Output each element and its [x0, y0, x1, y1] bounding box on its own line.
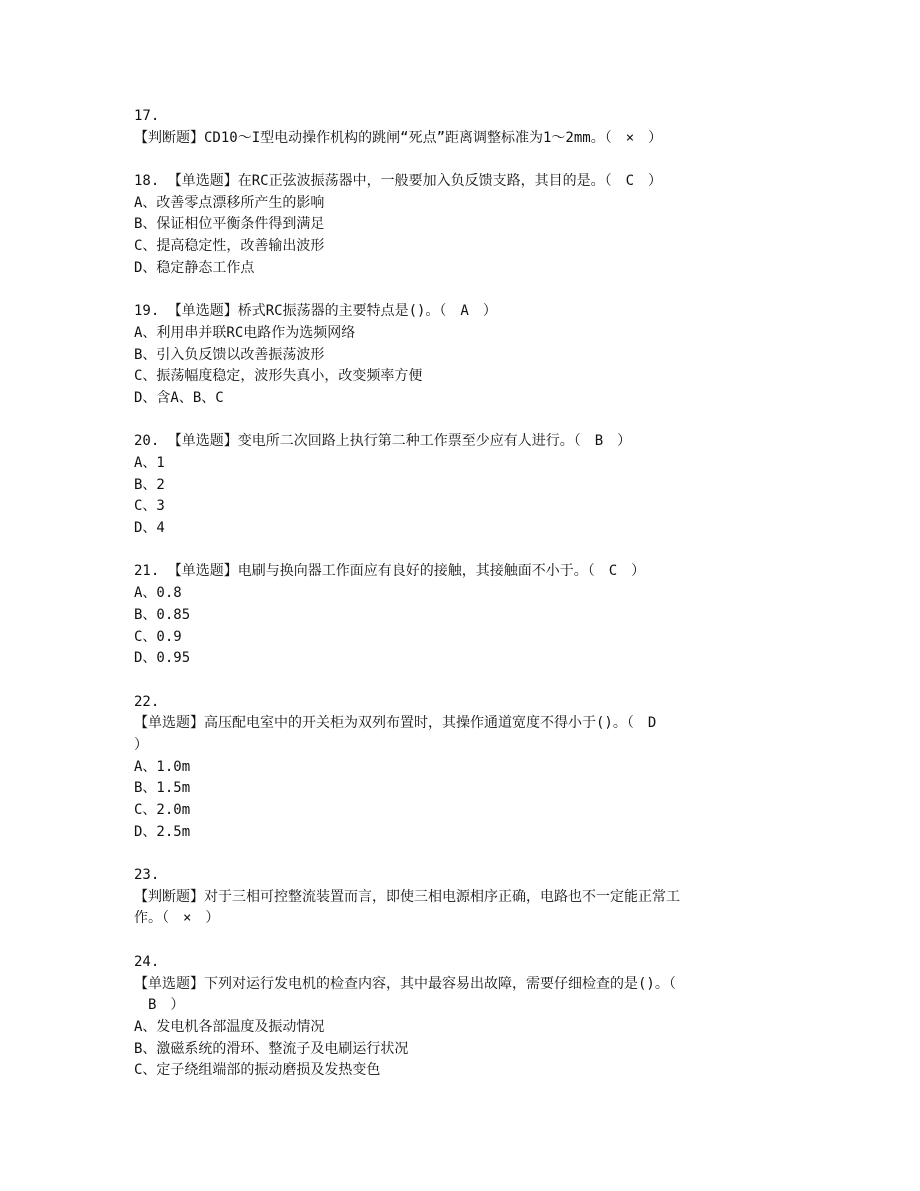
- option-b: B、2: [134, 476, 165, 493]
- question-text: 【单选题】高压配电室中的开关柜为双列布置时，其操作通道宽度不得小于()。（ D: [134, 715, 657, 732]
- question-number: 22.: [134, 693, 160, 710]
- question-text-continued: B ）: [134, 997, 185, 1014]
- option-a: A、利用串并联RC电路作为选频网络: [134, 324, 356, 341]
- question-19: [134, 301, 794, 409]
- question-20: [134, 431, 794, 539]
- question-text: 20. 【单选题】变电所二次回路上执行第二种工作票至少应有人进行。（ B ）: [134, 433, 632, 450]
- question-number: 23.: [134, 867, 160, 884]
- question-text: 19. 【单选题】桥式RC振荡器的主要特点是()。（ A ）: [134, 303, 497, 320]
- option-d: D、2.5m: [134, 823, 191, 840]
- option-b: B、引入负反馈以改善振荡波形: [134, 346, 325, 363]
- option-c: C、定子绕组端部的振动磨损及发热变色: [134, 1062, 381, 1079]
- option-b: B、0.85: [134, 606, 191, 623]
- option-a: A、发电机各部温度及振动情况: [134, 1018, 325, 1035]
- option-d: D、0.95: [134, 650, 191, 667]
- question-22: [134, 692, 794, 844]
- question-24: [134, 952, 794, 1082]
- option-c: C、0.9: [134, 628, 182, 645]
- question-text-continued: ）: [134, 736, 148, 753]
- question-text: 21. 【单选题】电刷与换向器工作面应有良好的接触，其接触面不小于。（ C ）: [134, 563, 646, 580]
- question-18: [134, 171, 794, 279]
- question-17: [134, 106, 794, 149]
- option-c: C、3: [134, 498, 165, 515]
- question-number: 17.: [134, 108, 160, 124]
- question-text: 【判断题】CD10～I型电动操作机构的跳闸“死点”距离调整标准为1～2mm。（ × ）: [134, 129, 663, 146]
- option-b: B、1.5m: [134, 780, 191, 797]
- option-a: A、0.8: [134, 585, 182, 602]
- question-number: 24.: [134, 953, 160, 970]
- option-c: C、2.0m: [134, 802, 191, 818]
- option-c: C、振荡幅度稳定，波形失真小，改变频率方便: [134, 368, 423, 385]
- option-a: A、1: [134, 455, 165, 471]
- option-c: C、提高稳定性，改善输出波形: [134, 238, 325, 255]
- option-d: D、含A、B、C: [134, 389, 224, 406]
- option-a: A、1.0m: [134, 758, 191, 775]
- question-text: 【判断题】对于三相可控整流装置而言，即使三相电源相序正确，电路也不一定能正常工: [134, 888, 680, 905]
- option-a: A、改善零点漂移所产生的影响: [134, 194, 325, 211]
- question-21: [134, 561, 794, 669]
- question-text: 18. 【单选题】在RC正弦波振荡器中，一般要加入负反馈支路，其目的是。（ C ）: [134, 173, 662, 190]
- option-b: B、保证相位平衡条件得到满足: [134, 216, 325, 233]
- question-text: 【单选题】下列对运行发电机的检查内容，其中最容易出故障，需要仔细检查的是()。（: [134, 975, 676, 992]
- question-page: [134, 106, 794, 1082]
- option-d: D、稳定静态工作点: [134, 259, 255, 276]
- question-23: [134, 865, 794, 930]
- question-text-continued: 作。（ × ）: [134, 910, 220, 927]
- option-d: D、4: [134, 520, 165, 537]
- option-b: B、激磁系统的滑环、整流子及电刷运行状况: [134, 1040, 409, 1057]
